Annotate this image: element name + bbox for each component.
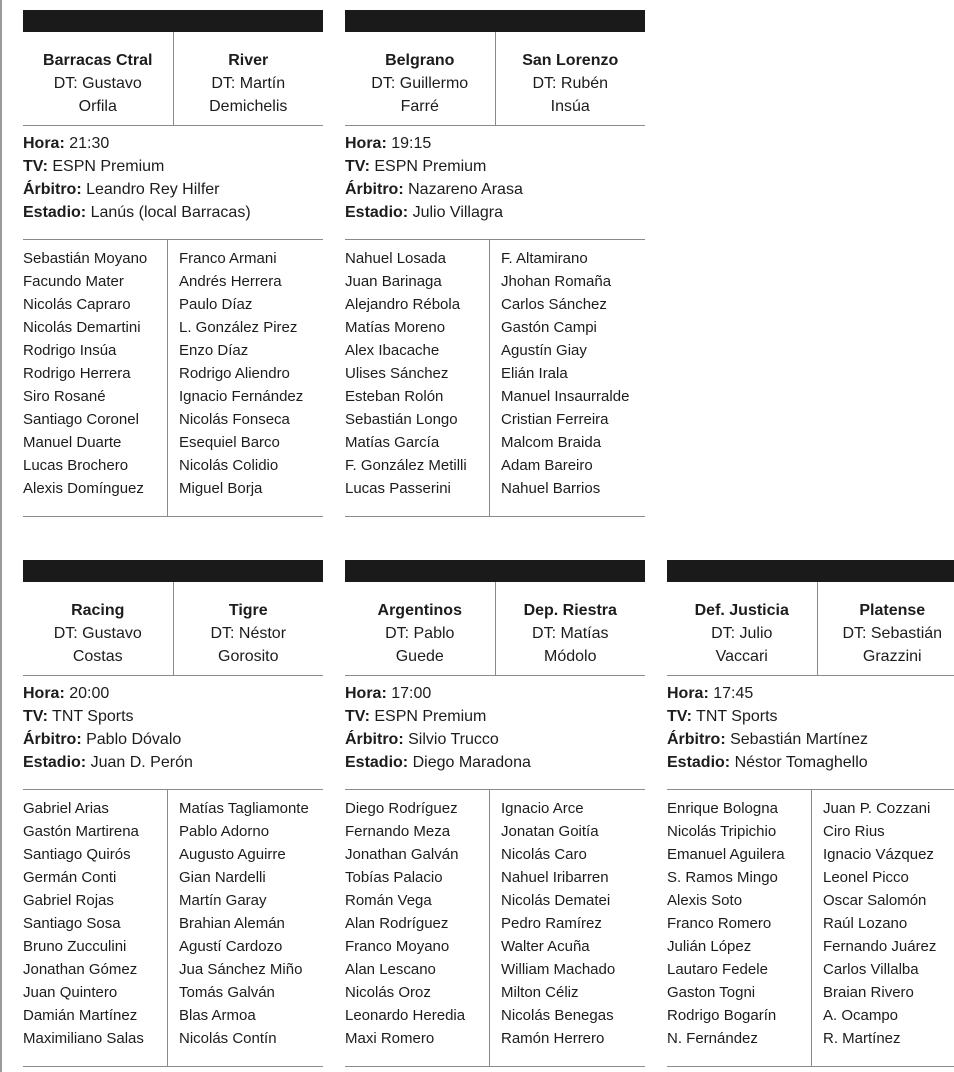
kickoff-time-value: 17:00: [391, 685, 432, 702]
player-name: Tobías Palacio: [345, 869, 443, 886]
player-name: Nicolás Fonseca: [179, 411, 290, 428]
player-name: Nicolás Dematei: [501, 892, 611, 909]
stadium: [345, 201, 645, 224]
home-team-coach: DT: Julio Vaccari: [711, 625, 773, 665]
referee: [345, 178, 645, 201]
referee: [667, 728, 954, 751]
player-name: Brahian Alemán: [179, 915, 285, 932]
home-lineup: [345, 240, 490, 516]
player-name: Martín Garay: [179, 892, 267, 909]
player-name: R. Martínez: [823, 1030, 901, 1047]
player-name: Alan Rodríguez: [345, 915, 449, 932]
kickoff-time-label: Hora:: [23, 685, 65, 702]
referee: [23, 728, 323, 751]
player-name: Franco Moyano: [345, 938, 450, 955]
player-name: S. Ramos Mingo: [667, 869, 778, 886]
kickoff-time-value: 19:15: [391, 135, 432, 152]
teams-row: [345, 582, 645, 676]
tv-channel-value: ESPN Premium: [374, 158, 487, 175]
match-header-bar: [23, 560, 323, 582]
player-name: Maximiliano Salas: [23, 1030, 144, 1047]
tv-channel-value: ESPN Premium: [52, 158, 165, 175]
match-header-bar: [667, 560, 954, 582]
stadium-label: Estadio:: [345, 204, 409, 221]
player-name: Siro Rosané: [23, 388, 106, 405]
player-name: Alan Lescano: [345, 961, 436, 978]
home-team-name: Racing: [71, 602, 125, 619]
player-name: Rodrigo Herrera: [23, 365, 131, 382]
home-team-coach: DT: Guillermo Farré: [371, 75, 469, 115]
player-name: Lautaro Fedele: [667, 961, 768, 978]
page-left-border: [0, 0, 2, 1072]
home-team-name: Barracas Ctral: [43, 52, 153, 69]
home-lineup: [23, 240, 168, 516]
player-name: Ignacio Vázquez: [823, 846, 934, 863]
player-name: Cristian Ferreira: [501, 411, 609, 428]
kickoff-time-label: Hora:: [345, 685, 387, 702]
home-team-name: Belgrano: [385, 52, 455, 69]
player-name: Walter Acuña: [501, 938, 590, 955]
away-team-name: San Lorenzo: [522, 52, 619, 69]
away-lineup: [168, 240, 323, 516]
player-name: Pablo Adorno: [179, 823, 270, 840]
player-name: Santiago Quirós: [23, 846, 131, 863]
player-name: Matías Tagliamonte: [179, 800, 309, 817]
player-name: Ignacio Fernández: [179, 388, 304, 405]
away-lineup: [490, 790, 645, 1066]
referee-label: Árbitro:: [23, 181, 82, 198]
away-team: [496, 582, 646, 675]
tv-channel: [667, 705, 954, 728]
player-name: William Machado: [501, 961, 616, 978]
tv-channel-value: TNT Sports: [52, 708, 134, 725]
player-name: Enrique Bologna: [667, 800, 778, 817]
match-card: [345, 10, 645, 517]
home-team: [667, 582, 818, 675]
match-card: [667, 560, 954, 1067]
player-name: Enzo Díaz: [179, 342, 249, 359]
player-name: L. González Pirez: [179, 319, 298, 336]
referee-label: Árbitro:: [667, 731, 726, 748]
teams-row: [23, 32, 323, 126]
match-info: [345, 126, 645, 240]
tv-channel-value: TNT Sports: [696, 708, 778, 725]
player-name: Agustí Cardozo: [179, 938, 283, 955]
referee-label: Árbitro:: [345, 181, 404, 198]
home-lineup: [667, 790, 812, 1066]
player-name: Elián Irala: [501, 365, 568, 382]
kickoff-time: [667, 682, 954, 705]
referee-value: Silvio Trucco: [408, 731, 499, 748]
player-name: Esteban Rolón: [345, 388, 444, 405]
away-lineup: [812, 790, 954, 1066]
player-name: Milton Céliz: [501, 984, 579, 1001]
player-name: Fernando Juárez: [823, 938, 937, 955]
kickoff-time-label: Hora:: [345, 135, 387, 152]
player-name: Lucas Brochero: [23, 457, 129, 474]
referee-value: Sebastián Martínez: [730, 731, 868, 748]
player-name: Andrés Herrera: [179, 273, 282, 290]
player-name: F. Altamirano: [501, 250, 588, 267]
player-name: Juan Quintero: [23, 984, 118, 1001]
player-name: Jonathan Gómez: [23, 961, 138, 978]
away-team-coach: DT: Martín Demichelis: [209, 75, 288, 115]
kickoff-time-label: Hora:: [23, 135, 65, 152]
tv-channel: [23, 155, 323, 178]
player-name: Julián López: [667, 938, 752, 955]
player-name: Nahuel Barrios: [501, 480, 601, 497]
player-name: Nicolás Demartini: [23, 319, 141, 336]
player-name: Román Vega: [345, 892, 432, 909]
player-name: A. Ocampo: [823, 1007, 899, 1024]
home-team: [345, 582, 496, 675]
match-header-bar: [345, 10, 645, 32]
player-name: Gaston Togni: [667, 984, 756, 1001]
player-name: Alexis Soto: [667, 892, 743, 909]
player-name: Nicolás Tripichio: [667, 823, 777, 840]
stadium: [667, 751, 954, 774]
away-team-coach: DT: Rubén Insúa: [532, 75, 609, 115]
kickoff-time: [23, 682, 323, 705]
referee-value: Nazareno Arasa: [408, 181, 523, 198]
away-team: [818, 582, 954, 675]
player-name: Agustín Giay: [501, 342, 587, 359]
player-name: Rodrigo Aliendro: [179, 365, 290, 382]
home-lineup: [345, 790, 490, 1066]
player-name: Raúl Lozano: [823, 915, 908, 932]
tv-channel: [345, 155, 645, 178]
away-team: [174, 582, 324, 675]
kickoff-time-label: Hora:: [667, 685, 709, 702]
player-name: Blas Armoa: [179, 1007, 256, 1024]
player-name: Ramón Herrero: [501, 1030, 605, 1047]
lineups-row: [23, 240, 323, 517]
player-name: Miguel Borja: [179, 480, 263, 497]
player-name: Manuel Insaurralde: [501, 388, 630, 405]
teams-row: [667, 582, 954, 676]
player-name: Alexis Domínguez: [23, 480, 144, 497]
player-name: Jonatan Goitía: [501, 823, 599, 840]
player-name: Jhohan Romaña: [501, 273, 612, 290]
stadium: [345, 751, 645, 774]
player-name: Matías García: [345, 434, 440, 451]
kickoff-time-value: 21:30: [69, 135, 110, 152]
match-header-bar: [345, 560, 645, 582]
player-name: Gastón Campi: [501, 319, 597, 336]
player-name: Juan Barinaga: [345, 273, 442, 290]
stadium-value: Diego Maradona: [412, 754, 531, 771]
player-name: Tomás Galván: [179, 984, 275, 1001]
player-name: Gabriel Arias: [23, 800, 109, 817]
player-name: Nicolás Oroz: [345, 984, 431, 1001]
tv-channel-label: TV:: [345, 708, 370, 725]
home-team-coach: DT: Gustavo Costas: [53, 625, 142, 665]
away-lineup: [490, 240, 645, 516]
away-team-coach: DT: Matías Módolo: [532, 625, 609, 665]
player-name: Nahuel Losada: [345, 250, 446, 267]
player-name: Nicolás Capraro: [23, 296, 131, 313]
match-card: [23, 10, 323, 517]
match-info: [23, 126, 323, 240]
away-team: [496, 32, 646, 125]
player-name: Paulo Díaz: [179, 296, 253, 313]
match-header-bar: [23, 10, 323, 32]
stadium-value: Julio Villagra: [412, 204, 503, 221]
tv-channel-label: TV:: [345, 158, 370, 175]
player-name: Augusto Aguirre: [179, 846, 286, 863]
away-lineup: [168, 790, 323, 1066]
away-team: [174, 32, 324, 125]
player-name: Alex Ibacache: [345, 342, 440, 359]
player-name: Ulises Sánchez: [345, 365, 449, 382]
player-name: Sebastián Longo: [345, 411, 458, 428]
referee-value: Leandro Rey Hilfer: [86, 181, 220, 198]
home-team: [23, 32, 174, 125]
referee: [345, 728, 645, 751]
stadium-value: Néstor Tomaghello: [734, 754, 868, 771]
player-name: Franco Armani: [179, 250, 277, 267]
player-name: Diego Rodríguez: [345, 800, 458, 817]
player-name: Nicolás Caro: [501, 846, 587, 863]
player-name: Carlos Sánchez: [501, 296, 607, 313]
player-name: Alejandro Rébola: [345, 296, 461, 313]
player-name: Manuel Duarte: [23, 434, 122, 451]
player-name: Carlos Villalba: [823, 961, 919, 978]
player-name: N. Fernández: [667, 1030, 758, 1047]
kickoff-time-value: 17:45: [713, 685, 754, 702]
stadium: [23, 751, 323, 774]
away-team-coach: DT: Néstor Gorosito: [210, 625, 287, 665]
player-name: Braian Rivero: [823, 984, 914, 1001]
tv-channel: [23, 705, 323, 728]
away-team-name: Tigre: [228, 602, 268, 619]
player-name: Ciro Rius: [823, 823, 885, 840]
player-name: Adam Bareiro: [501, 457, 593, 474]
match-info: [345, 676, 645, 790]
away-team-name: Dep. Riestra: [523, 602, 617, 619]
kickoff-time: [345, 132, 645, 155]
match-info: [667, 676, 954, 790]
referee-value: Pablo Dóvalo: [86, 731, 182, 748]
player-name: Oscar Salomón: [823, 892, 927, 909]
player-name: Gian Nardelli: [179, 869, 266, 886]
match-card: [23, 560, 323, 1067]
lineups-row: [667, 790, 954, 1067]
stadium-label: Estadio:: [23, 754, 87, 771]
tv-channel-label: TV:: [23, 708, 48, 725]
teams-row: [345, 32, 645, 126]
player-name: Matías Moreno: [345, 319, 446, 336]
away-team-name: River: [228, 52, 269, 69]
stadium-value: Juan D. Perón: [90, 754, 193, 771]
player-name: Santiago Sosa: [23, 915, 121, 932]
away-team-coach: DT: Sebastián Grazzini: [842, 625, 943, 665]
kickoff-time-value: 20:00: [69, 685, 110, 702]
lineups-row: [345, 790, 645, 1067]
player-name: Maxi Romero: [345, 1030, 435, 1047]
player-name: Nicolás Contín: [179, 1030, 277, 1047]
home-team-name: Argentinos: [377, 602, 462, 619]
player-name: Germán Conti: [23, 869, 117, 886]
player-name: Emanuel Aguilera: [667, 846, 785, 863]
player-name: Gastón Martirena: [23, 823, 139, 840]
match-card: [345, 560, 645, 1067]
player-name: Rodrigo Bogarín: [667, 1007, 777, 1024]
player-name: F. González Metilli: [345, 457, 467, 474]
player-name: Facundo Mater: [23, 273, 124, 290]
home-team-coach: DT: Gustavo Orfila: [53, 75, 142, 115]
player-name: Damián Martínez: [23, 1007, 138, 1024]
match-info: [23, 676, 323, 790]
home-team: [23, 582, 174, 675]
player-name: Nicolás Benegas: [501, 1007, 614, 1024]
stadium: [23, 201, 323, 224]
home-lineup: [23, 790, 168, 1066]
referee-label: Árbitro:: [23, 731, 82, 748]
player-name: Sebastián Moyano: [23, 250, 148, 267]
player-name: Jua Sánchez Miño: [179, 961, 303, 978]
player-name: Nahuel Iribarren: [501, 869, 609, 886]
referee: [23, 178, 323, 201]
tv-channel-value: ESPN Premium: [374, 708, 487, 725]
player-name: Esequiel Barco: [179, 434, 280, 451]
player-name: Nicolás Colidio: [179, 457, 279, 474]
player-name: Lucas Passerini: [345, 480, 451, 497]
player-name: Santiago Coronel: [23, 411, 139, 428]
player-name: Jonathan Galván: [345, 846, 459, 863]
player-name: Fernando Meza: [345, 823, 451, 840]
kickoff-time: [23, 132, 323, 155]
tv-channel-label: TV:: [23, 158, 48, 175]
lineups-row: [23, 790, 323, 1067]
tv-channel: [345, 705, 645, 728]
home-team-coach: DT: Pablo Guede: [385, 625, 455, 665]
teams-row: [23, 582, 323, 676]
player-name: Rodrigo Insúa: [23, 342, 117, 359]
lineups-row: [345, 240, 645, 517]
stadium-label: Estadio:: [345, 754, 409, 771]
player-name: Malcom Braida: [501, 434, 602, 451]
player-name: Pedro Ramírez: [501, 915, 602, 932]
player-name: Ignacio Arce: [501, 800, 584, 817]
player-name: Leonel Picco: [823, 869, 909, 886]
player-name: Bruno Zucculini: [23, 938, 127, 955]
referee-label: Árbitro:: [345, 731, 404, 748]
tv-channel-label: TV:: [667, 708, 692, 725]
player-name: Juan P. Cozzani: [823, 800, 931, 817]
player-name: Gabriel Rojas: [23, 892, 114, 909]
stadium-value: Lanús (local Barracas): [90, 204, 251, 221]
stadium-label: Estadio:: [23, 204, 87, 221]
away-team-name: Platense: [859, 602, 926, 619]
stadium-label: Estadio:: [667, 754, 731, 771]
player-name: Franco Romero: [667, 915, 772, 932]
player-name: Leonardo Heredia: [345, 1007, 466, 1024]
home-team-name: Def. Justicia: [694, 602, 789, 619]
kickoff-time: [345, 682, 645, 705]
home-team: [345, 32, 496, 125]
